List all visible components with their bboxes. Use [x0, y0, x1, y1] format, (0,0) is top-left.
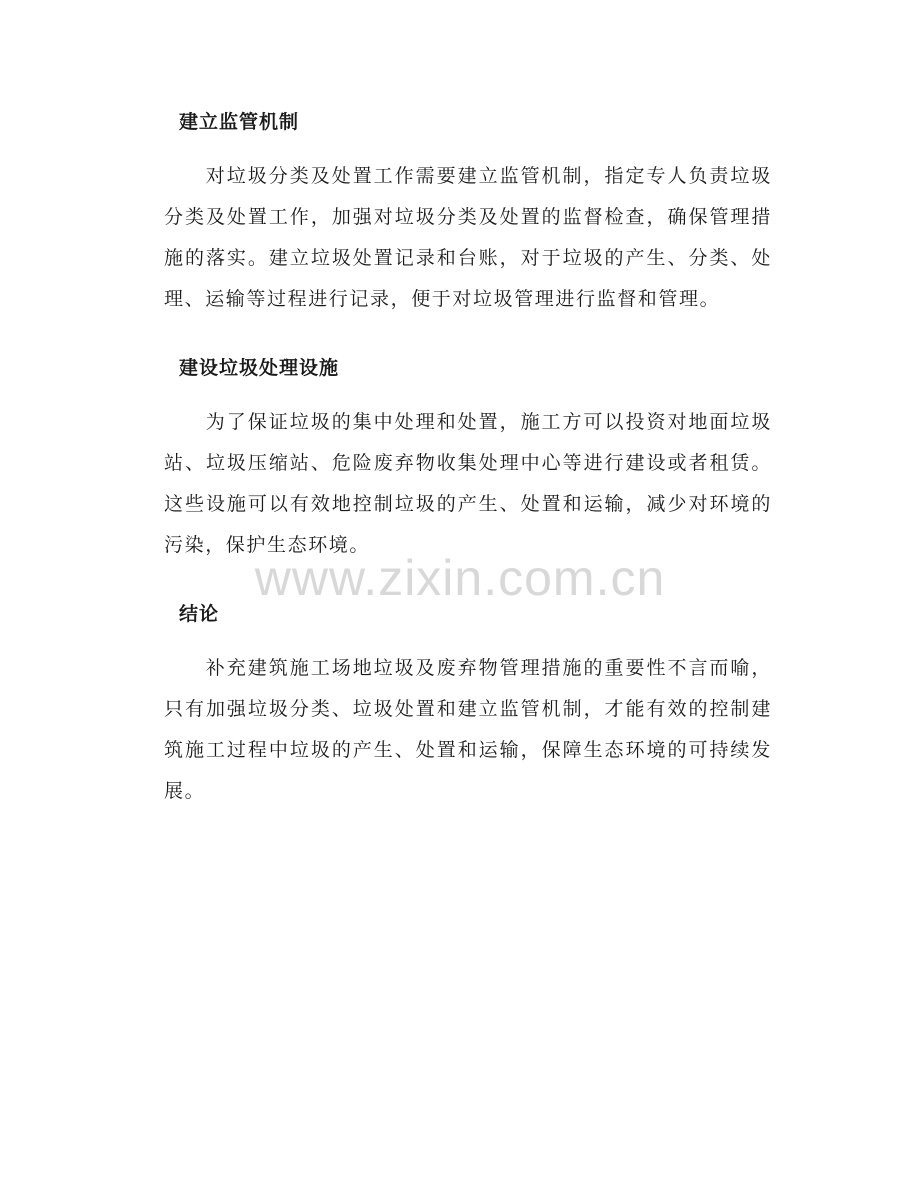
section-conclusion [164, 594, 772, 812]
section-supervision [164, 102, 772, 320]
section-facilities [164, 348, 772, 566]
section-paragraph: 对垃圾分类及处置工作需要建立监管机制，指定专人负责垃圾分类及处置工作，加强对垃圾分类及处置的监督检查，确保管理措施的落实。建立垃圾处置记录和台账，对于垃圾的产生、分类、处理、运输等过程进行记录，便于对垃圾管理进行监督和管理。 [164, 165, 772, 310]
section-paragraph: 为了保证垃圾的集中处理和处置，施工方可以投资对地面垃圾站、垃圾压缩站、危险废弃物收集处理中心等进行建设或者租赁。这些设施可以有效地控制垃圾的产生、处置和运输，减少对环境的污染，保护生态环境。 [164, 411, 772, 556]
document-content [164, 102, 772, 812]
section-paragraph: 补充建筑施工场地垃圾及废弃物管理措施的重要性不言而喻，只有加强垃圾分类、垃圾处置和建立监管机制，才能有效的控制建筑施工过程中垃圾的产生、处置和运输，保障生态环境的可持续发展。 [164, 657, 772, 802]
section-heading: 建设垃圾处理设施 [179, 357, 340, 379]
watermark: www.zixin.com.cn [254, 550, 666, 606]
section-heading: 建立监管机制 [179, 111, 300, 133]
section-heading: 结论 [179, 603, 220, 625]
